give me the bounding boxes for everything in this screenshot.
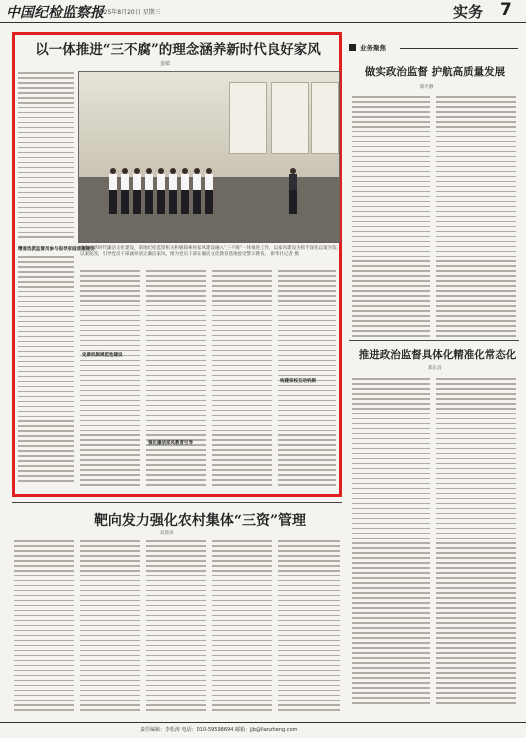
main-subhead-1: 精准选派监督员参与指导家庭清廉建设 [18, 247, 95, 252]
bottom-article-divider [12, 502, 342, 503]
main-article-byline: 姜敏 [160, 61, 171, 67]
right-article-1-headline: 做实政治监督 护航高质量发展 [364, 66, 506, 78]
newspaper-logo: 中国纪检监察报 [6, 5, 104, 21]
dateline: 2025年8月20日 星期三 [96, 9, 161, 16]
bottom-article-byline: 高晨涛 [160, 531, 174, 536]
right-article-2-column-a [352, 378, 430, 707]
section-tag-marker [349, 44, 356, 51]
main-article-column-4 [212, 270, 272, 489]
right-article-2-headline: 推进政治监督具体化精准化常态化 [358, 349, 517, 361]
right-article-1-column-b [436, 96, 516, 340]
main-subhead-4: 构建家校互动机制 [280, 379, 316, 384]
main-article-column-3 [146, 270, 206, 489]
right-article-2-column-b [436, 378, 516, 707]
main-article-headline: 以一体推进“三不腐”的理念涵养新时代良好家风 [35, 42, 321, 58]
section-name: 实务 [453, 3, 484, 21]
bottom-article-headline: 靶向发力强化农村集体“三资”管理 [93, 513, 307, 529]
photo-caption: 为推进新时代廉洁文化建设，某地纪检监察机关积极探索将家风建设融入“三不腐”一体推进工作，以家风建设为抓手深化以案为鉴、以案促改，引导党员干部涵养清正廉洁家风。图为党员干部在廉洁文化教育基地接受警示教育。 新华社记者 摄 [80, 246, 342, 257]
right-article-1-byline: 陈平静 [420, 85, 434, 90]
section-tag: 业务聚焦 [360, 44, 386, 52]
main-subhead-3: 强化廉洁家风教育引导 [148, 441, 193, 446]
bottom-article-column-4 [212, 540, 272, 714]
main-subhead-2: 完善机制规范性建设 [82, 353, 123, 358]
main-article-column-left-lower [18, 256, 74, 485]
main-article-column-left [18, 72, 74, 241]
right-article-1-column-a [352, 96, 430, 340]
bottom-article-column-5 [278, 540, 340, 714]
bottom-article-column-1 [14, 540, 74, 714]
section-tag-rule [400, 48, 518, 49]
right-article-2-byline: 郑东昌 [428, 366, 442, 371]
article-photo [78, 71, 340, 243]
bottom-article-column-3 [146, 540, 206, 714]
footer-text: 责任编辑：李松涛 电话：010-59598694 邮箱：jjb@lianzheng.com [140, 727, 298, 733]
page-number: 7 [500, 0, 512, 20]
main-article-column-2 [80, 270, 140, 489]
right-column-divider [349, 340, 519, 341]
bottom-article-column-2 [80, 540, 140, 714]
